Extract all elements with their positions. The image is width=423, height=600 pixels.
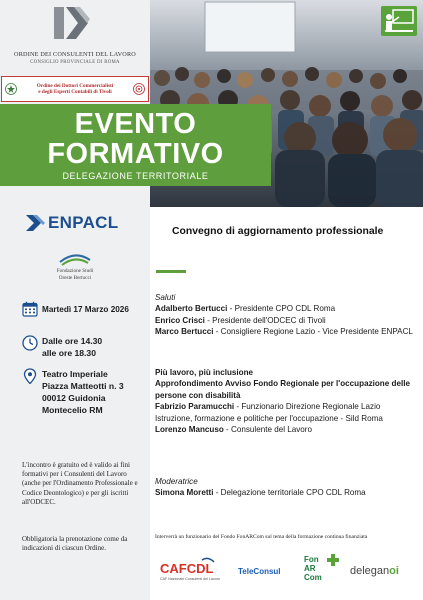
enpacl-logo: [24, 211, 118, 235]
program-title: Convegno di aggiornamento professionale: [172, 226, 384, 237]
odcec-line2: e degli Esperti Contabili di Tivoli: [38, 89, 112, 95]
saluti-section: [155, 292, 417, 338]
speaker-role: - Presidente CPO CDL Roma: [227, 304, 336, 314]
fondazione-line1: Fondazione Studi: [56, 268, 94, 274]
venue-line: 00012 Guidonia: [42, 393, 106, 403]
footer-logos: [150, 548, 423, 598]
cafcdl-logo: [160, 558, 220, 581]
event-banner: [0, 104, 271, 186]
speaker-line: [155, 303, 417, 314]
venue-line: Montecelio RM: [42, 405, 103, 415]
cdl-name: ORDINE DEI CONSULENTI DEL LAVORO: [14, 51, 136, 58]
topic-section: [155, 367, 417, 435]
calendar-icon: [22, 301, 38, 317]
topic-title: Più lavoro, più inclusione: [155, 368, 254, 377]
odcec-seal-icon: [133, 83, 145, 95]
odcec-logo: [1, 76, 149, 102]
time-row: [22, 335, 102, 359]
date-row: [22, 301, 129, 317]
speaker-line: [155, 487, 417, 498]
svg-text:deleganoi: [350, 565, 399, 577]
location-pin-icon: [22, 368, 38, 384]
banner-title-line2: FORMATIVO: [47, 138, 224, 170]
speaker-name: Fabrizio Paramucchi: [155, 402, 235, 412]
speaker-name: Lorenzo Mancuso: [155, 425, 224, 435]
delegaanoi-logo: [350, 565, 399, 577]
clock-icon: [22, 335, 38, 351]
cdl-subtitle: CONSIGLIO PROVINCIALE DI ROMA: [30, 60, 120, 65]
left-column: [0, 0, 150, 600]
saluti-label: Saluti: [155, 293, 176, 302]
speaker-role: - Consulente del Lavoro: [223, 425, 312, 435]
venue-line: Piazza Matteotti n. 3: [42, 381, 124, 391]
speaker-line: [155, 401, 417, 424]
enpacl-mark-icon: [24, 214, 46, 232]
speaker-name: Simona Moretti: [155, 488, 214, 498]
speaker-name: Adalberto Bertucci: [155, 304, 228, 314]
venue-row: [22, 368, 124, 416]
booking-note: Obbligatoria la prenotazione come da indicazioni di ciascun Ordine.: [22, 535, 128, 553]
banner-subtitle: DELEGAZIONE TERRITORIALE: [62, 171, 209, 181]
divider: [156, 270, 186, 273]
topic-subtitle: Approfondimento Avviso Fondo Regionale per l'occupazione delle persone con disabilità: [155, 379, 410, 400]
time-from: Dalle ore 14.30: [42, 336, 103, 346]
speaker-role: - Presidente dell'ODCEC di Tivoli: [204, 315, 326, 325]
odcec-line1: Ordine dei Dottori Commercialisti: [36, 82, 114, 89]
delegaanoi-text: delegan: [350, 565, 390, 577]
moderator-section: [155, 476, 417, 499]
fonarcom-line: Fon: [304, 555, 319, 564]
time-to: alle ore 18.30: [42, 348, 96, 358]
cafcdl-subtitle: CAF Nazionale Consulenti del Lavoro: [160, 577, 220, 581]
teleconsul-text: TeleConsul: [238, 567, 281, 576]
italy-emblem-icon: [5, 83, 17, 95]
fund-note: Interverrà un funzionario del Fondo FonARCom sul tema della formazione continua finanziata: [155, 534, 368, 540]
speaker-line: [155, 326, 417, 337]
fondazione-studi-logo-icon: [58, 252, 92, 266]
fonarcom-line: AR: [304, 564, 316, 573]
speaker-role: - Consigliere Regione Lazio - Vice Presidente ENPACL: [213, 327, 413, 337]
speaker-line: [155, 315, 417, 326]
fonarcom-line: Com: [304, 573, 322, 582]
fonarcom-logo: [302, 554, 339, 584]
speaker-name: Enrico Crisci: [155, 315, 205, 325]
speaker-name: Marco Bertucci: [155, 327, 214, 337]
teacher-icon: [381, 6, 417, 36]
event-date: Martedì 17 Marzo 2026: [42, 305, 129, 314]
teleconsul-logo: [238, 567, 281, 576]
speaker-line: [155, 424, 417, 435]
moderatrice-label: Moderatrice: [155, 477, 198, 486]
cdl-logo-icon: [50, 5, 92, 41]
enpacl-text: ENPACL: [48, 213, 119, 232]
speaker-role: - Delegazione territoriale CPO CDL Roma: [213, 488, 366, 498]
cafcdl-text: CAFCDL: [160, 561, 214, 576]
banner-title-line1: EVENTO: [74, 108, 197, 140]
credit-note: L'incontro è gratuito ed è valido ai fini formativi per i Consulenti del Lavoro (anche per l'Ordinamento Professionale e Codice Deontologico) e per gli iscritti all'ODCEC.: [22, 461, 138, 506]
speaker-role: - Funzionario Direzione Regionale Lazio Istruzione, formazione e politiche per l'occupazione - Sild Roma: [155, 402, 383, 423]
delegaanoi-o: oi: [389, 565, 399, 577]
venue-line: Teatro Imperiale: [42, 369, 108, 379]
fondazione-line2: Oreste Bertucci: [58, 275, 92, 281]
